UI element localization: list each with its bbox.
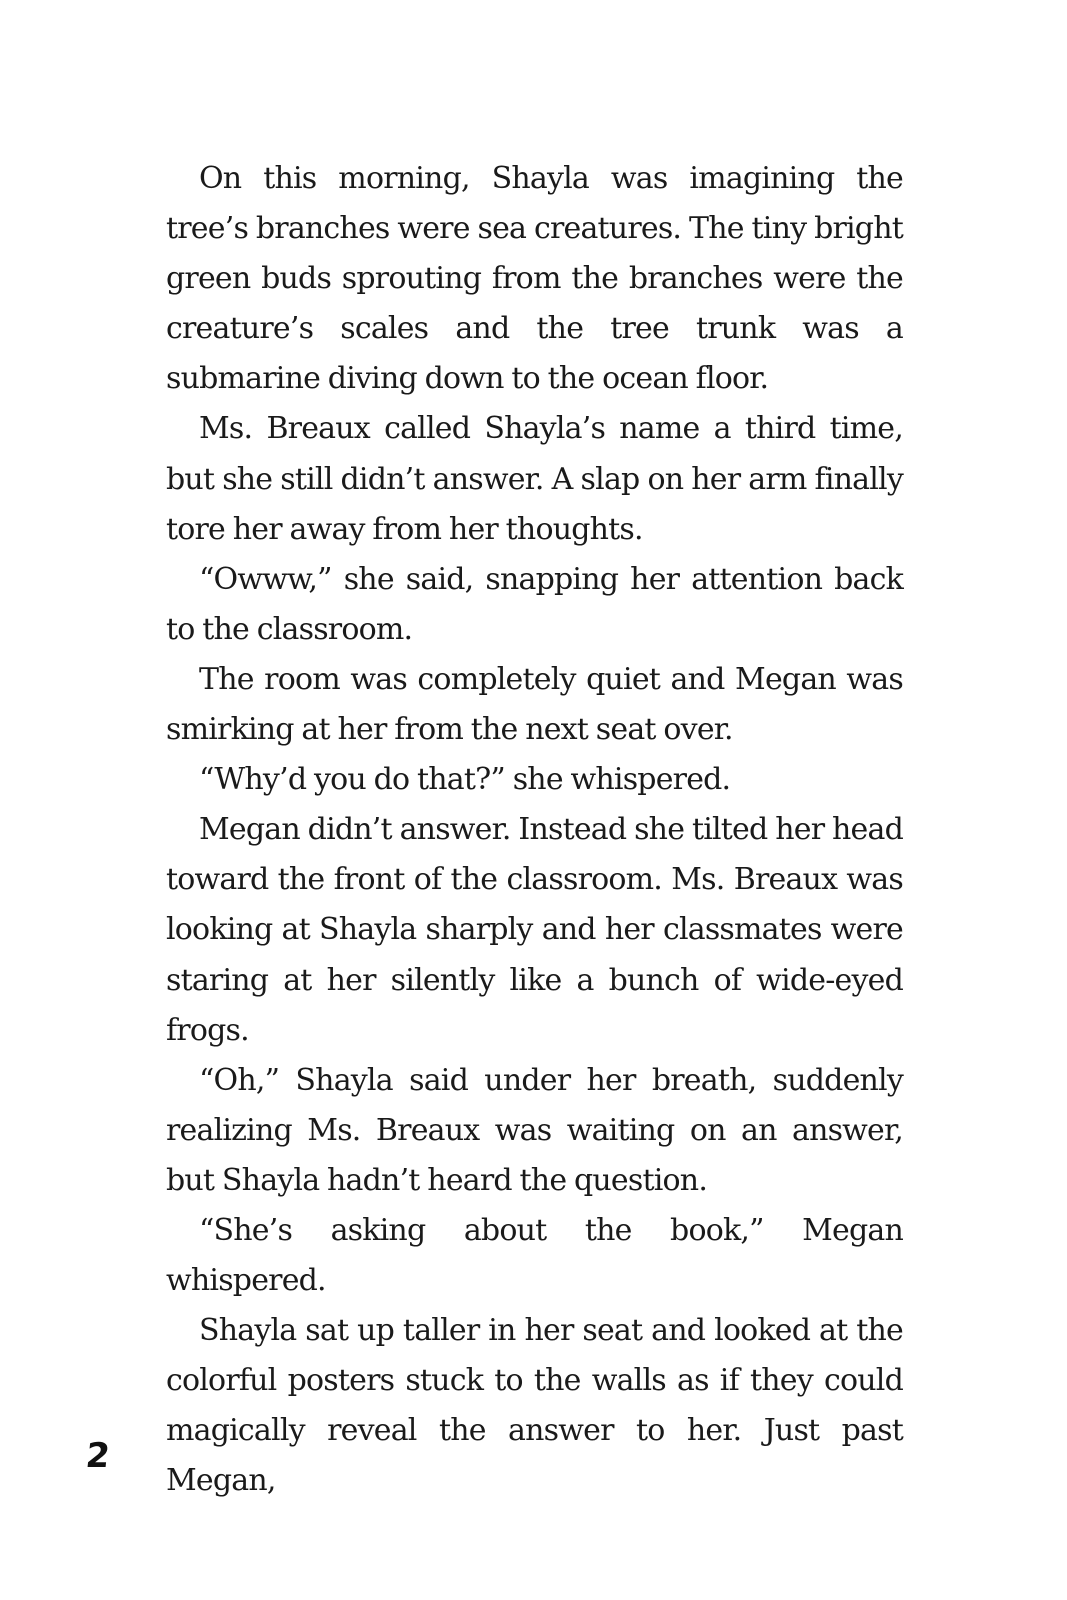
body-text xyxy=(166,154,903,1507)
paragraph: “Why’d you do that?” she whispered. xyxy=(199,762,731,798)
paragraph: Shayla sat up taller in her seat and looked at the colorful posters stuck to the walls as if they could magically reveal the answer to her. Just past Megan, xyxy=(166,1313,903,1499)
paragraph: “She’s asking about the book,” Megan whispered. xyxy=(166,1212,903,1299)
paragraph: On this morning, Shayla was imagining the tree’s branches were sea creatures. The tiny bright green buds sprouting from the branches were the creature’s scales and the tree trunk was a submarine diving down to the ocean floor. xyxy=(166,161,903,397)
paragraph: The room was completely quiet and Megan was smirking at her from the next seat over. xyxy=(166,661,903,748)
paragraph: Ms. Breaux called Shayla’s name a third time, but she still didn’t answer. A slap on her arm finally tore her away from her thoughts. xyxy=(166,411,903,547)
page-number: 2 xyxy=(83,1436,112,1476)
paragraph: “Owww,” she said, snapping her attention back to the classroom. xyxy=(166,561,903,647)
paragraph: “Oh,” Shayla said under her breath, suddenly realizing Ms. Breaux was waiting on an answer, but Shayla hadn’t heard the question. xyxy=(166,1062,903,1198)
paragraph: Megan didn’t answer. Instead she tilted her head toward the front of the classroom. Ms. Breaux was looking at Shayla sharply and her classmates were staring at her silently like a bunch of wide-eyed frogs. xyxy=(166,812,903,1048)
